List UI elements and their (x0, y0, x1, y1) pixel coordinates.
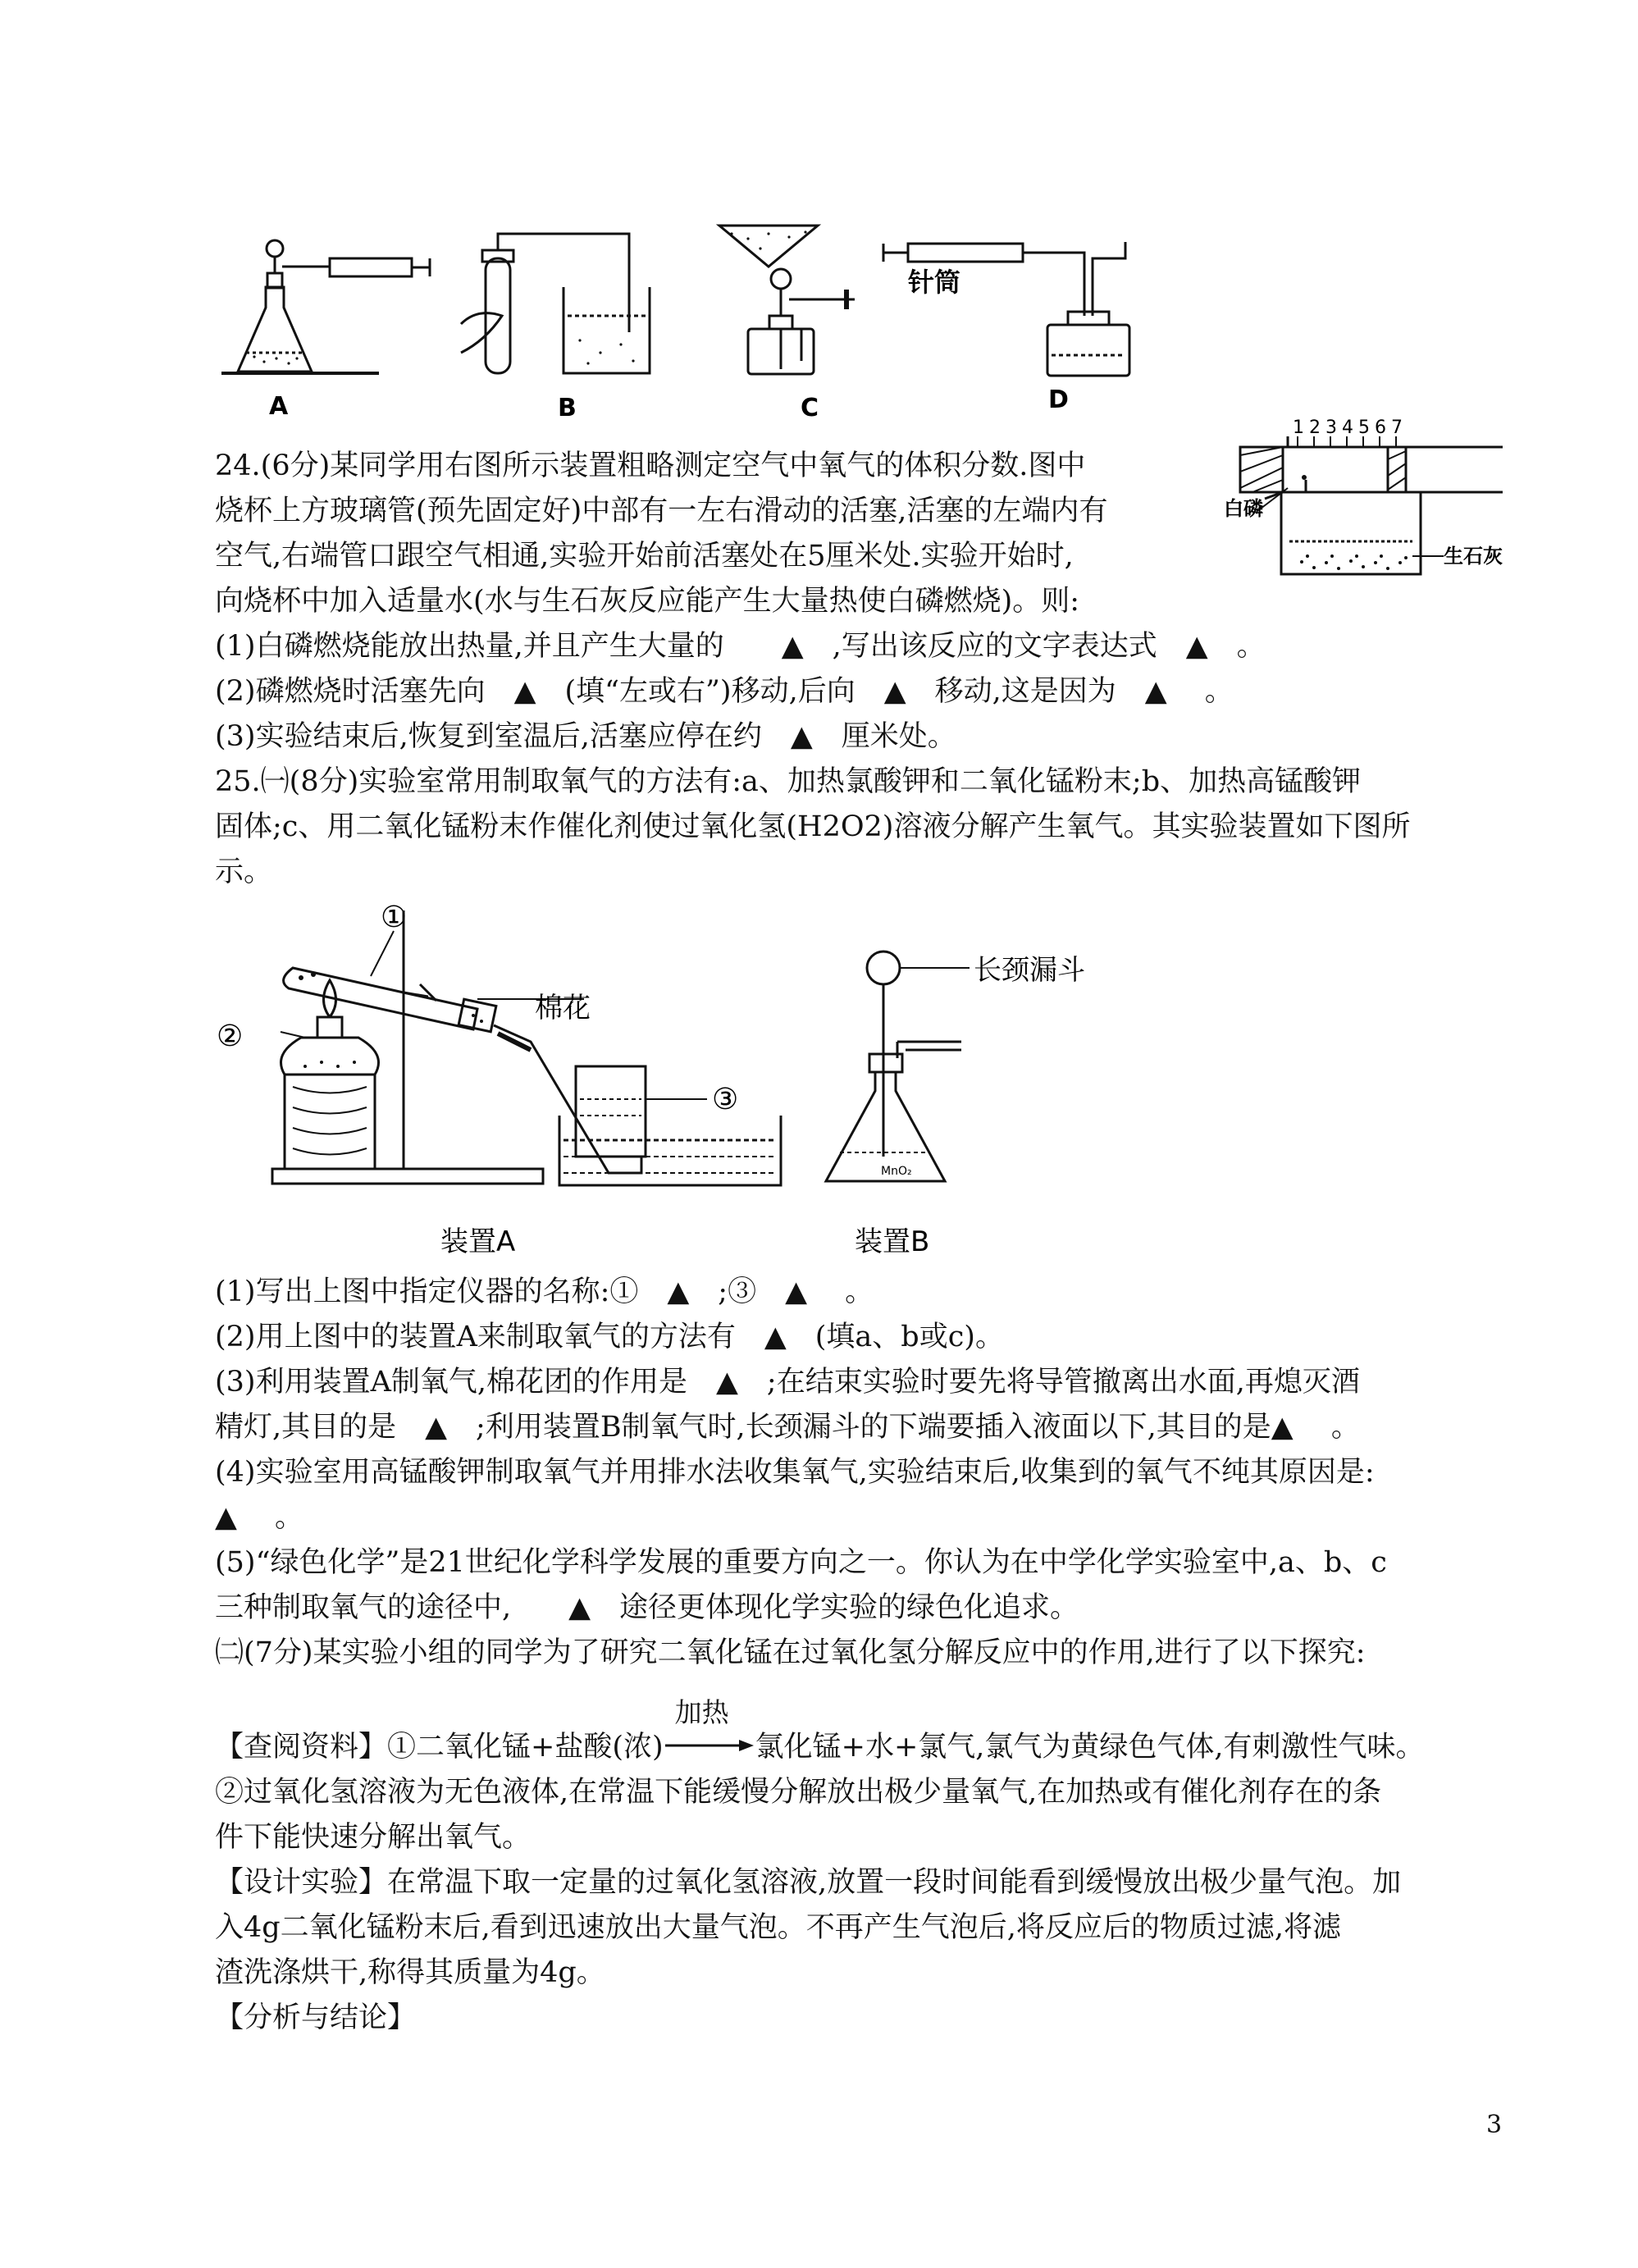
research-line-1-left: 【查阅资料】①二氧化锰+盐酸(浓) (215, 1731, 664, 1764)
scale-tick-2: 2 (1309, 418, 1321, 438)
research-line-2: ②过氧化氢溶液为无色液体,在常温下能缓慢分解放出极少量氧气,在加热或有催化剂存在的条 (215, 1776, 1382, 1809)
scale-tick-3: 3 (1325, 418, 1337, 438)
q25-part-1: (1)写出上图中指定仪器的名称:① ▲ ;③ ▲ 。 (215, 1275, 874, 1308)
q24-piston-figure (1224, 410, 1527, 595)
q24-line-7: (3)实验结束后,恢复到室温后,活塞应停在约 ▲ 厘米处。 (215, 720, 956, 753)
syringe-label: 针筒 (908, 267, 961, 298)
label-long-neck-funnel: 长颈漏斗 (974, 954, 1085, 987)
q25-part-3a: (3)利用装置A制氧气,棉花团的作用是 ▲ ;在结束实验时要先将导管撤离出水面,再熄灭酒 (215, 1366, 1360, 1399)
arrow-icon (664, 1737, 755, 1754)
label-mno2: MnO₂ (881, 1165, 912, 1178)
research-line-1-right: 氯化锰+水+氯气,氯气为黄绿色气体,有刺激性气味。 (755, 1731, 1425, 1764)
q25-part-3b: 精灯,其目的是 ▲ ;利用装置B制氧气时,长颈漏斗的下端要插入液面以下,其目的是▲ 。 (215, 1411, 1360, 1444)
research-line-1 (215, 1696, 1425, 1764)
scale-tick-5: 5 (1358, 418, 1370, 438)
q25-part-5b: 三种制取氧气的途径中, ▲ 途径更体现化学实验的绿色化追求。 (215, 1591, 1079, 1624)
research-line-7: 【分析与结论】 (215, 2001, 417, 2034)
oxygen-apparatus-figure (215, 902, 1150, 1271)
q24-line-5: (1)白磷燃烧能放出热量,并且产生大量的 ▲ ,写出该反应的文字表达式 ▲ 。 (215, 630, 1266, 663)
q25-line-3: 示。 (215, 856, 273, 888)
figure-label-d: D (1048, 386, 1069, 414)
scale-tick-7: 7 (1391, 418, 1403, 438)
q25-line-2: 固体;c、用二氧化锰粉末作催化剂使过氧化氢(H2O2)溶液分解产生氧气。其实验装置如下图所 (215, 810, 1411, 843)
research-line-5: 入4g二氧化锰粉末后,看到迅速放出大量气泡。不再产生气泡后,将反应后的物质过滤,将滤 (215, 1911, 1342, 1944)
q25-part-4b: ▲ 。 (215, 1501, 304, 1534)
q25-line-1: 25.㈠(8分)实验室常用制取氧气的方法有:a、加热氯酸钾和二氧化锰粉末;b、加热高锰酸钾 (215, 765, 1362, 798)
figure-label-a: A (269, 392, 289, 421)
heating-arrow-label: 加热 (674, 1696, 729, 1728)
label-device-a: 装置A (440, 1225, 516, 1258)
research-line-3: 件下能快速分解出氧气。 (215, 1821, 532, 1854)
research-line-6: 渣洗涤烘干,称得其质量为4g。 (215, 1956, 605, 1989)
scale-tick-6: 6 (1375, 418, 1386, 438)
apparatus-figure-abcd (215, 209, 1248, 431)
scale-tick-4: 4 (1342, 418, 1353, 438)
scale-tick-1: 1 (1293, 418, 1304, 438)
q24-line-3: 空气,右端管口跟空气相通,实验开始前活塞处在5厘米处.实验开始时, (215, 540, 1074, 573)
q24-line-4: 向烧杯中加入适量水(水与生石灰反应能产生大量热使白磷燃烧)。则: (215, 585, 1080, 618)
circle-label-1: ① (381, 902, 408, 934)
research-line-4: 【设计实验】在常温下取一定量的过氧化氢溶液,放置一段时间能看到缓慢放出极少量气泡。加 (215, 1866, 1402, 1899)
label-cotton: 棉花 (535, 992, 591, 1024)
figure-label-b: B (558, 394, 577, 422)
page-number: 3 (1486, 2111, 1503, 2139)
q24-line-1: 24.(6分)某同学用右图所示装置粗略测定空气中氧气的体积分数.图中 (215, 449, 1086, 482)
label-white-phosphorus: 白磷 (1224, 497, 1263, 520)
label-quicklime: 生石灰 (1444, 545, 1503, 568)
label-device-b: 装置B (855, 1225, 930, 1258)
q25-part-6: ㈡(7分)某实验小组的同学为了研究二氧化锰在过氧化氢分解反应中的作用,进行了以下探究: (215, 1636, 1366, 1669)
q24-line-2: 烧杯上方玻璃管(预先固定好)中部有一左右滑动的活塞,活塞的左端内有 (215, 495, 1108, 527)
q25-part-2: (2)用上图中的装置A来制取氧气的方法有 ▲ (填a、b或c)。 (215, 1321, 1004, 1353)
figure-label-c: C (801, 394, 819, 422)
q25-part-4a: (4)实验室用高锰酸钾制取氧气并用排水法收集氧气,实验结束后,收集到的氧气不纯其原因是: (215, 1456, 1375, 1489)
q25-part-5a: (5)“绿色化学”是21世纪化学科学发展的重要方向之一。你认为在中学化学实验室中,a、b、c (215, 1546, 1387, 1579)
heating-arrow (664, 1696, 755, 1764)
circle-label-3: ③ (712, 1083, 739, 1116)
circle-label-2: ② (217, 1020, 244, 1053)
q24-line-6: (2)磷燃烧时活塞先向 ▲ (填“左或右”)移动,后向 ▲ 移动,这是因为 ▲ 。 (215, 675, 1234, 708)
